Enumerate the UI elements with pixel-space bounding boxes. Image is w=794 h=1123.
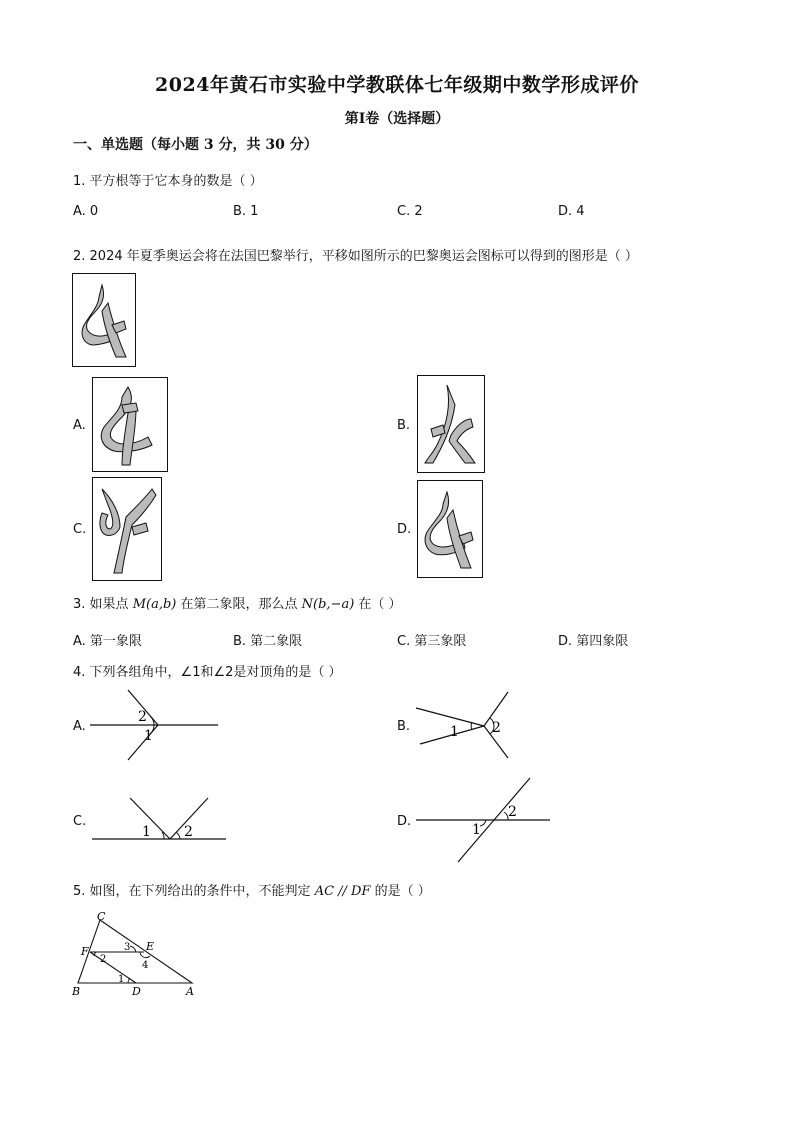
angle-figure-c[interactable] <box>90 794 230 844</box>
angle-label-2: 2 <box>100 954 107 965</box>
question-3-option-a[interactable]: A. 第一象限 <box>73 634 142 649</box>
section-heading: 一、单选题（每小题 3 分，共 30 分） <box>73 137 318 153</box>
question-4-option-a[interactable]: A. <box>73 719 86 734</box>
page-subtitle: 第Ⅰ卷（选择题） <box>344 111 450 127</box>
angle-label-2: 2 <box>492 720 501 736</box>
question-5-stem-pre: 5. 如图，在下列给出的条件中，不能判定 <box>73 884 311 899</box>
point-label-f: F <box>81 945 89 958</box>
point-label-c: C <box>97 910 106 923</box>
angle-label-1: 1 <box>142 824 151 840</box>
question-5-stem-post: 的是（ ） <box>374 884 431 899</box>
question-1-option-c[interactable]: C. 2 <box>397 204 423 219</box>
angle-label-2: 2 <box>138 709 147 725</box>
point-label-e: E <box>146 940 155 953</box>
question-4-stem: 4. 下列各组角中，∠1和∠2是对顶角的是（ ） <box>73 665 342 680</box>
question-3-option-b[interactable]: B. 第二象限 <box>233 634 303 649</box>
question-2-option-c[interactable]: C. <box>73 522 87 537</box>
paris-icon-option-b[interactable] <box>417 375 485 473</box>
point-label-d: D <box>132 985 141 998</box>
question-1-stem: 1. 平方根等于它本身的数是（ ） <box>73 174 263 189</box>
point-m: M(a,b) <box>132 597 177 612</box>
point-label-a: A <box>186 985 194 998</box>
question-4-option-d[interactable]: D. <box>397 814 412 829</box>
triangle-figure <box>70 910 200 1000</box>
question-3-option-c[interactable]: C. 第三象限 <box>397 634 467 649</box>
angle-label-1: 1 <box>144 728 153 744</box>
question-3-stem-mid: 在第二象限，那么点 <box>180 597 298 612</box>
angle-label-4: 4 <box>142 960 149 971</box>
question-4-option-c[interactable]: C. <box>73 814 87 829</box>
question-1-option-b[interactable]: B. 1 <box>233 204 259 219</box>
paris-icon-option-d[interactable] <box>417 480 483 578</box>
parallel-relation: AC // DF <box>314 884 371 899</box>
question-2-option-a[interactable]: A. <box>73 418 86 433</box>
question-4-option-b[interactable]: B. <box>397 719 411 734</box>
question-3-stem-pre: 3. 如果点 <box>73 597 129 612</box>
angle-label-1: 1 <box>118 974 125 985</box>
page-title: 2024年黄石市实验中学教联体七年级期中数学形成评价 <box>155 74 639 96</box>
angle-label-1: 1 <box>472 822 481 838</box>
question-1-option-a[interactable]: A. 0 <box>73 204 99 219</box>
question-3-stem-post: 在（ ） <box>358 597 402 612</box>
angle-label-3: 3 <box>124 942 131 953</box>
paris-icon-option-a[interactable] <box>92 377 168 472</box>
angle-label-2: 2 <box>184 824 193 840</box>
question-1-option-d[interactable]: D. 4 <box>558 204 585 219</box>
point-n: N(b,−a) <box>301 597 355 612</box>
question-2-option-b[interactable]: B. <box>397 418 411 433</box>
angle-figure-b[interactable] <box>416 688 516 766</box>
angle-label-2: 2 <box>508 804 517 820</box>
angle-figure-a[interactable] <box>90 688 222 766</box>
paris-olympics-icon-reference <box>72 273 136 367</box>
question-2-option-d[interactable]: D. <box>397 522 412 537</box>
question-3-option-d[interactable]: D. 第四象限 <box>558 634 629 649</box>
question-2-stem: 2. 2024 年夏季奥运会将在法国巴黎举行，平移如图所示的巴黎奥运会图标可以得到的图形是（ ） <box>73 249 638 264</box>
angle-figure-d[interactable] <box>416 776 552 864</box>
paris-icon-option-c[interactable] <box>92 477 162 581</box>
question-5-stem <box>73 880 431 899</box>
angle-label-1: 1 <box>450 724 459 740</box>
question-3-stem <box>73 593 402 612</box>
point-label-b: B <box>72 985 81 998</box>
